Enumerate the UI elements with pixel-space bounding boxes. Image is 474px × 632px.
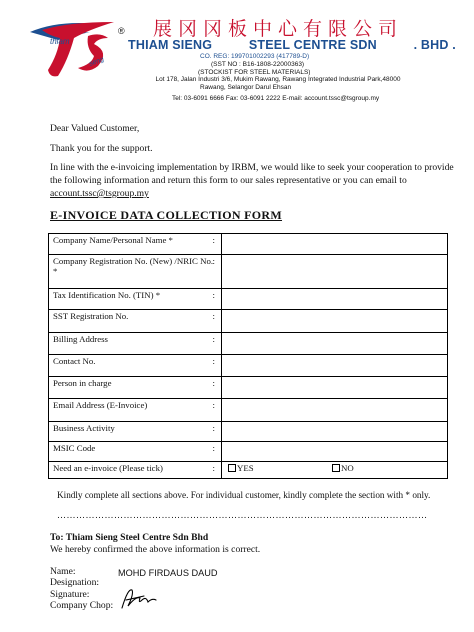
table-row xyxy=(49,234,448,255)
table-row xyxy=(49,399,448,422)
table-row xyxy=(49,333,448,355)
handwritten-signature xyxy=(118,584,162,612)
yes-option[interactable] xyxy=(228,463,254,473)
msic-code-field[interactable] xyxy=(222,442,448,462)
row-label-sst xyxy=(49,310,222,333)
row-label-need-einvoice xyxy=(49,462,222,479)
einvoice-options xyxy=(222,462,448,479)
email-link[interactable]: account.tssc@tsgroup.my xyxy=(50,188,149,199)
sst-number: (SST NO : B16-1808-22000363) xyxy=(211,61,305,68)
confirmation-statement: We hereby confirmed the above information is correct. xyxy=(50,544,261,555)
registered-mark: ® xyxy=(118,26,125,36)
colon: : xyxy=(212,311,215,321)
company-name: THIAM SIENG STEEL CENTRE SDN . BHD . xyxy=(128,38,456,52)
intro-paragraph xyxy=(50,161,460,200)
salutation: Dear Valued Customer, xyxy=(50,123,140,134)
data-collection-table xyxy=(48,233,448,479)
row-label-contact xyxy=(49,355,222,377)
thanks-line: Thank you for the support. xyxy=(50,143,153,154)
person-in-charge-field[interactable] xyxy=(222,377,448,399)
form-title: E-INVOICE DATA COLLECTION FORM xyxy=(50,208,283,222)
address-line-1: Lot 178, Jalan Industri 3/6, Mukim Rawang, Rawang Integrated Industrial Park,48000 xyxy=(155,76,401,83)
billing-address-field[interactable] xyxy=(222,333,448,355)
row-label-business-activity xyxy=(49,422,222,442)
intro-text: In line with the e-invoicing implementation by IRBM, we would like to seek your cooperation to provide the following information and return this form to our sales representative or you can email to xyxy=(50,162,454,186)
colon: : xyxy=(212,334,215,344)
email-address-field[interactable] xyxy=(222,399,448,422)
table-row xyxy=(49,422,448,442)
field-label: Need an e-invoice (Please tick) xyxy=(53,463,163,473)
colon: : xyxy=(212,378,215,388)
completion-note: Kindly complete all sections above. For individual customer, kindly complete the section with * only. xyxy=(57,490,431,500)
field-label: Contact No. xyxy=(53,356,96,366)
row-label-company-name xyxy=(49,234,222,255)
company-registration: CO. REG: 199701002293 (417789-D) xyxy=(200,53,310,60)
company-chinese-name: 展冈冈板中心有限公司 xyxy=(153,18,404,40)
row-label-person-in-charge xyxy=(49,377,222,399)
stockist-note: (STOCKIST FOR STEEL MATERIALS) xyxy=(198,69,311,76)
no-checkbox[interactable] xyxy=(332,464,340,472)
field-label: Email Address (E-Invoice) xyxy=(53,400,148,410)
table-row xyxy=(49,255,448,289)
colon: : xyxy=(212,235,215,245)
field-label: Company Registration No. (New) /NRIC No. * xyxy=(53,256,214,276)
row-label-registration xyxy=(49,255,222,289)
yes-checkbox[interactable] xyxy=(228,464,236,472)
row-label-tin xyxy=(49,289,222,310)
colon: : xyxy=(212,443,215,453)
contact-info: Tel: 03-6091 6666 Fax: 03-6091 2222 E-mail: account.tssc@tsgroup.my xyxy=(172,95,380,102)
table-row xyxy=(49,377,448,399)
table-row xyxy=(49,462,448,479)
yes-label: YES xyxy=(237,463,254,473)
designation-label: Designation: xyxy=(50,577,100,588)
contact-number-field[interactable] xyxy=(222,355,448,377)
addressee: To: Thiam Sieng Steel Centre Sdn Bhd xyxy=(50,532,209,543)
colon: : xyxy=(212,400,215,410)
business-activity-field[interactable] xyxy=(222,422,448,442)
dotted-separator: ……………………………………………………………………………………………………… xyxy=(57,510,428,520)
table-row xyxy=(49,289,448,310)
name-value: MOHD FIRDAUS DAUD xyxy=(118,568,218,578)
no-label: NO xyxy=(341,463,354,473)
address-line-2: Rawang, Selangor Darul Ehsan xyxy=(200,84,292,91)
logo-text-seng: seng xyxy=(88,56,105,68)
tin-field[interactable] xyxy=(222,289,448,310)
company-chop-label: Company Chop: xyxy=(50,600,114,611)
field-label: Billing Address xyxy=(53,334,108,344)
row-label-email xyxy=(49,399,222,422)
table-row xyxy=(49,310,448,333)
colon: : xyxy=(212,463,215,473)
row-label-msic xyxy=(49,442,222,462)
colon: : xyxy=(212,423,215,433)
field-label: Tax Identification No. (TIN) * xyxy=(53,290,161,300)
no-option[interactable] xyxy=(332,463,354,473)
field-label: Person in charge xyxy=(53,378,112,388)
table-row xyxy=(49,355,448,377)
name-label: Name: xyxy=(50,566,76,577)
field-label: Company Name/Personal Name * xyxy=(53,235,173,245)
registration-number-field[interactable] xyxy=(222,255,448,289)
colon: : xyxy=(212,356,215,366)
row-label-billing-address xyxy=(49,333,222,355)
field-label: MSIC Code xyxy=(53,443,96,453)
signature-label: Signature: xyxy=(50,589,90,600)
colon: : xyxy=(212,290,215,300)
company-name-field[interactable] xyxy=(222,234,448,255)
company-logo xyxy=(28,14,124,82)
field-label: SST Registration No. xyxy=(53,311,129,321)
table-row xyxy=(49,442,448,462)
sst-registration-field[interactable] xyxy=(222,310,448,333)
colon: : xyxy=(212,256,215,266)
field-label: Business Activity xyxy=(53,423,115,433)
logo-text-thiam: thiam xyxy=(50,37,70,46)
